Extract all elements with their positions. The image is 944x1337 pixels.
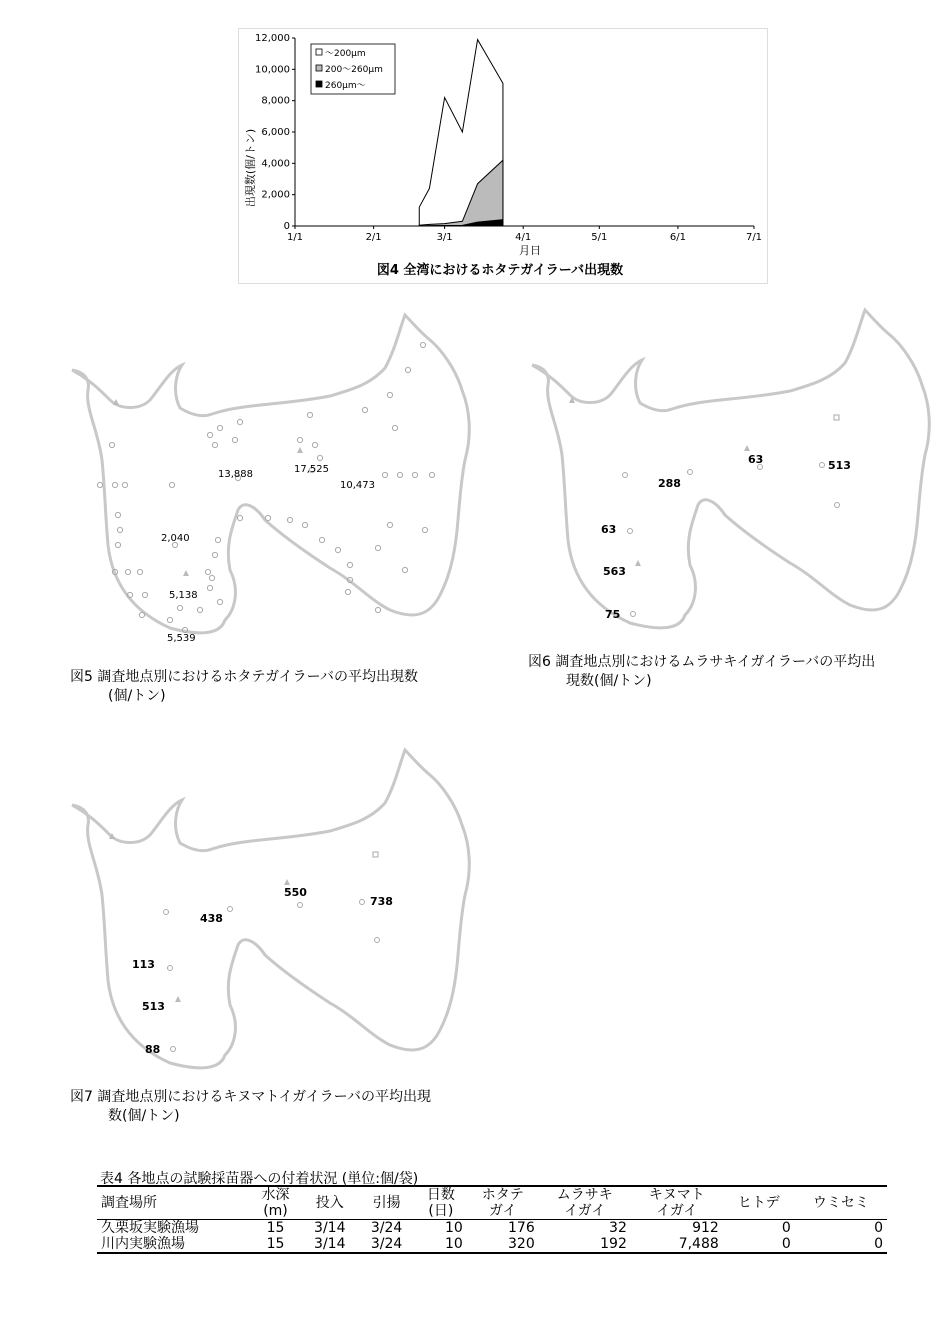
station bbox=[137, 569, 142, 574]
fig4-y-tick-label: 2,000 bbox=[261, 189, 290, 201]
station bbox=[402, 567, 407, 572]
cell-location: 久栗坂実験漁場 bbox=[101, 1220, 199, 1236]
table4-header-row bbox=[97, 1186, 887, 1220]
fig5-label-3: 10,473 bbox=[340, 480, 375, 491]
station bbox=[820, 463, 825, 468]
station bbox=[109, 442, 114, 447]
cell-kinu: 912 bbox=[692, 1220, 719, 1236]
station bbox=[205, 569, 210, 574]
fig6-label-2: 513 bbox=[828, 459, 851, 472]
th-umisemi: ウミセミ bbox=[795, 1186, 887, 1220]
cell-depth: 15 bbox=[250, 1236, 302, 1253]
th-location: 調査場所 bbox=[97, 1186, 250, 1220]
station bbox=[375, 545, 380, 550]
fig4-x-tick-label: 3/1 bbox=[436, 232, 453, 243]
fig6-label-6: 75 bbox=[605, 608, 621, 621]
station bbox=[228, 907, 233, 912]
station bbox=[382, 472, 387, 477]
th-depth-line1: 水深 bbox=[261, 1187, 290, 1203]
station bbox=[287, 517, 292, 522]
fig4-xlabel: 月日 bbox=[519, 244, 541, 257]
th-murasaki bbox=[539, 1186, 631, 1220]
station bbox=[122, 482, 127, 487]
fig4-caption: 図4 全湾におけるホタテガイラーバ出現数 bbox=[376, 263, 624, 278]
station bbox=[387, 392, 392, 397]
fig7-label-4: 113 bbox=[132, 958, 155, 971]
table4-title: 表4 各地点の試験採苗器への付着状況 (単位:個/袋) bbox=[100, 1171, 419, 1187]
station bbox=[209, 575, 214, 580]
th-days-line2: (日) bbox=[428, 1203, 454, 1219]
station bbox=[164, 910, 169, 915]
table-row bbox=[97, 1236, 887, 1253]
fig7-caption-line2: 数(個/トン) bbox=[108, 1108, 180, 1124]
legend-label-1: ～200μm bbox=[325, 49, 366, 59]
legend-swatch-1 bbox=[316, 49, 322, 55]
station bbox=[167, 617, 172, 622]
fig6-label-4: 63 bbox=[601, 523, 617, 536]
fig4-chart bbox=[238, 28, 768, 284]
fig5-label-1: 13,888 bbox=[218, 469, 253, 480]
legend-swatch-2 bbox=[316, 65, 322, 71]
station bbox=[628, 529, 633, 534]
station bbox=[744, 445, 750, 451]
station bbox=[197, 607, 202, 612]
fig4-x-tick-label: 4/1 bbox=[515, 232, 532, 243]
station bbox=[387, 522, 392, 527]
fig4-x-tick-label: 6/1 bbox=[669, 232, 686, 243]
station bbox=[335, 547, 340, 552]
station bbox=[97, 482, 102, 487]
station bbox=[175, 996, 181, 1002]
cell-hitode: 0 bbox=[723, 1236, 795, 1253]
station bbox=[212, 552, 217, 557]
th-depth-line2: (m) bbox=[263, 1203, 288, 1219]
fig6-caption bbox=[528, 653, 875, 691]
fig7-coastline bbox=[72, 750, 469, 1068]
cell-kinu: 7,488 bbox=[631, 1236, 723, 1253]
fig5-map bbox=[60, 310, 480, 645]
fig5-stations bbox=[97, 342, 434, 632]
station bbox=[207, 432, 212, 437]
th-hotate-line2: ガイ bbox=[488, 1203, 517, 1219]
th-hotate bbox=[467, 1186, 539, 1220]
station bbox=[115, 542, 120, 547]
fig5-caption-line2: (個/トン) bbox=[108, 688, 166, 704]
fig6-label-5: 563 bbox=[603, 565, 626, 578]
fig4-legend bbox=[311, 44, 395, 94]
station bbox=[207, 585, 212, 590]
th-hotate-line1: ホタテ bbox=[481, 1187, 524, 1203]
cell-hotate: 320 bbox=[467, 1236, 539, 1253]
th-out: 引揚 bbox=[358, 1186, 415, 1220]
th-days bbox=[415, 1186, 467, 1220]
cell-murasaki: 192 bbox=[539, 1236, 631, 1253]
fig4-ylabel: 出現数(個/トン) bbox=[244, 128, 257, 208]
station bbox=[307, 412, 312, 417]
fig5-label-2: 17,525 bbox=[294, 464, 329, 475]
th-depth bbox=[250, 1186, 302, 1220]
station bbox=[392, 425, 397, 430]
fig6-label-3: 288 bbox=[658, 477, 681, 490]
fig4-y-tick-label: 0 bbox=[283, 221, 290, 232]
station bbox=[171, 1047, 176, 1052]
cell-umisemi: 0 bbox=[874, 1220, 883, 1236]
station bbox=[302, 522, 307, 527]
fig7-map bbox=[60, 745, 480, 1075]
fig6-caption-line2: 現数(個/トン) bbox=[566, 673, 652, 689]
fig4-x-tick-label: 2/1 bbox=[365, 232, 382, 243]
fig5-caption bbox=[70, 668, 418, 706]
station bbox=[345, 589, 350, 594]
station bbox=[312, 442, 317, 447]
legend-swatch-3 bbox=[316, 81, 322, 87]
fig4-y-tick-label: 6,000 bbox=[261, 127, 290, 138]
cell-out: 3/24 bbox=[370, 1220, 403, 1236]
fig7-stations bbox=[109, 833, 380, 1052]
station bbox=[347, 562, 352, 567]
fig6-stations bbox=[569, 397, 840, 617]
cell-hotate: 176 bbox=[508, 1220, 535, 1236]
fig5-label-6: 5,539 bbox=[167, 633, 196, 644]
station bbox=[397, 472, 402, 477]
cell-location: 川内実験漁場 bbox=[97, 1236, 250, 1253]
fig4-y-tick-label: 12,000 bbox=[255, 33, 290, 44]
fig6-caption-line1: 図6 調査地点別におけるムラサキイガイラーバの平均出 bbox=[528, 654, 876, 670]
station bbox=[142, 592, 147, 597]
station bbox=[375, 938, 380, 943]
fig7-label-6: 88 bbox=[145, 1043, 161, 1056]
station bbox=[237, 419, 242, 424]
cell-depth: 15 bbox=[266, 1220, 285, 1236]
station bbox=[297, 447, 303, 453]
station bbox=[420, 342, 425, 347]
station bbox=[362, 407, 367, 412]
station bbox=[115, 512, 120, 517]
station bbox=[237, 515, 242, 520]
th-days-line1: 日数 bbox=[426, 1187, 455, 1203]
station bbox=[265, 515, 270, 520]
station bbox=[284, 879, 290, 885]
fig5-caption-line1: 図5 調査地点別におけるホタテガイラーバの平均出現数 bbox=[70, 669, 418, 685]
fig7-caption bbox=[70, 1088, 431, 1126]
th-murasaki-line1: ムラサキ bbox=[556, 1187, 613, 1203]
station bbox=[117, 527, 122, 532]
fig6-map bbox=[520, 305, 940, 635]
station bbox=[412, 472, 417, 477]
station bbox=[298, 903, 303, 908]
station bbox=[215, 537, 220, 542]
fig7-label-2: 738 bbox=[370, 895, 393, 908]
station bbox=[139, 612, 144, 617]
fig4-y-tick-label: 4,000 bbox=[261, 158, 290, 170]
th-kinu-line2: イガイ bbox=[656, 1203, 698, 1219]
fig5-label-4: 2,040 bbox=[161, 533, 190, 544]
station bbox=[635, 560, 641, 566]
fig4-x-tick-label: 7/1 bbox=[745, 232, 763, 243]
station bbox=[375, 607, 380, 612]
station bbox=[177, 605, 182, 610]
fig4-y-tick-label: 8,000 bbox=[261, 95, 290, 107]
station bbox=[688, 470, 693, 475]
legend-label-2: 200～260μm bbox=[325, 65, 383, 75]
station bbox=[169, 482, 174, 487]
fig4-x-tick-label: 5/1 bbox=[591, 232, 608, 243]
station bbox=[429, 472, 434, 477]
cell-in: 3/14 bbox=[301, 1236, 358, 1253]
cell-out: 3/24 bbox=[358, 1236, 415, 1253]
table4 bbox=[97, 1185, 887, 1254]
fig4-x-tick-label: 1/1 bbox=[286, 232, 304, 243]
fig5-coastline bbox=[72, 315, 469, 633]
station bbox=[232, 437, 237, 442]
cell-days: 10 bbox=[444, 1220, 463, 1236]
fig7-caption-line1: 図7 調査地点別におけるキヌマトイガイラーバの平均出現 bbox=[70, 1089, 431, 1105]
station bbox=[623, 473, 628, 478]
station bbox=[317, 455, 322, 460]
station bbox=[631, 612, 636, 617]
cell-murasaki: 32 bbox=[609, 1220, 627, 1236]
fig5-label-5: 5,138 bbox=[169, 590, 198, 601]
station bbox=[125, 569, 130, 574]
station bbox=[183, 570, 189, 576]
station bbox=[212, 442, 217, 447]
fig4-y-tick-label: 10,000 bbox=[255, 64, 290, 76]
fig7-label-3: 438 bbox=[200, 912, 223, 925]
th-kinu-line1: キヌマト bbox=[648, 1187, 705, 1203]
fig6-label-1: 63 bbox=[748, 453, 764, 466]
th-murasaki-line2: イガイ bbox=[564, 1203, 606, 1219]
station bbox=[422, 527, 427, 532]
station bbox=[217, 599, 222, 604]
th-in: 投入 bbox=[301, 1186, 358, 1220]
station bbox=[168, 966, 173, 971]
station bbox=[217, 425, 222, 430]
cell-days: 10 bbox=[415, 1236, 467, 1253]
station bbox=[405, 367, 410, 372]
station bbox=[835, 503, 840, 508]
fig7-label-1: 550 bbox=[284, 886, 307, 899]
cell-hitode: 0 bbox=[781, 1220, 791, 1236]
station bbox=[297, 437, 302, 442]
station bbox=[834, 415, 839, 420]
cell-umisemi: 0 bbox=[795, 1236, 887, 1253]
cell-in: 3/14 bbox=[314, 1220, 346, 1236]
station bbox=[360, 900, 365, 905]
th-hitode: ヒトデ bbox=[723, 1186, 795, 1220]
fig6-coastline bbox=[532, 310, 929, 628]
station bbox=[319, 537, 324, 542]
legend-label-3: 260μm～ bbox=[325, 81, 366, 91]
station bbox=[112, 482, 117, 487]
station bbox=[373, 852, 378, 857]
th-kinu bbox=[631, 1186, 723, 1220]
fig7-label-5: 513 bbox=[142, 1000, 165, 1013]
table-row bbox=[97, 1220, 887, 1237]
